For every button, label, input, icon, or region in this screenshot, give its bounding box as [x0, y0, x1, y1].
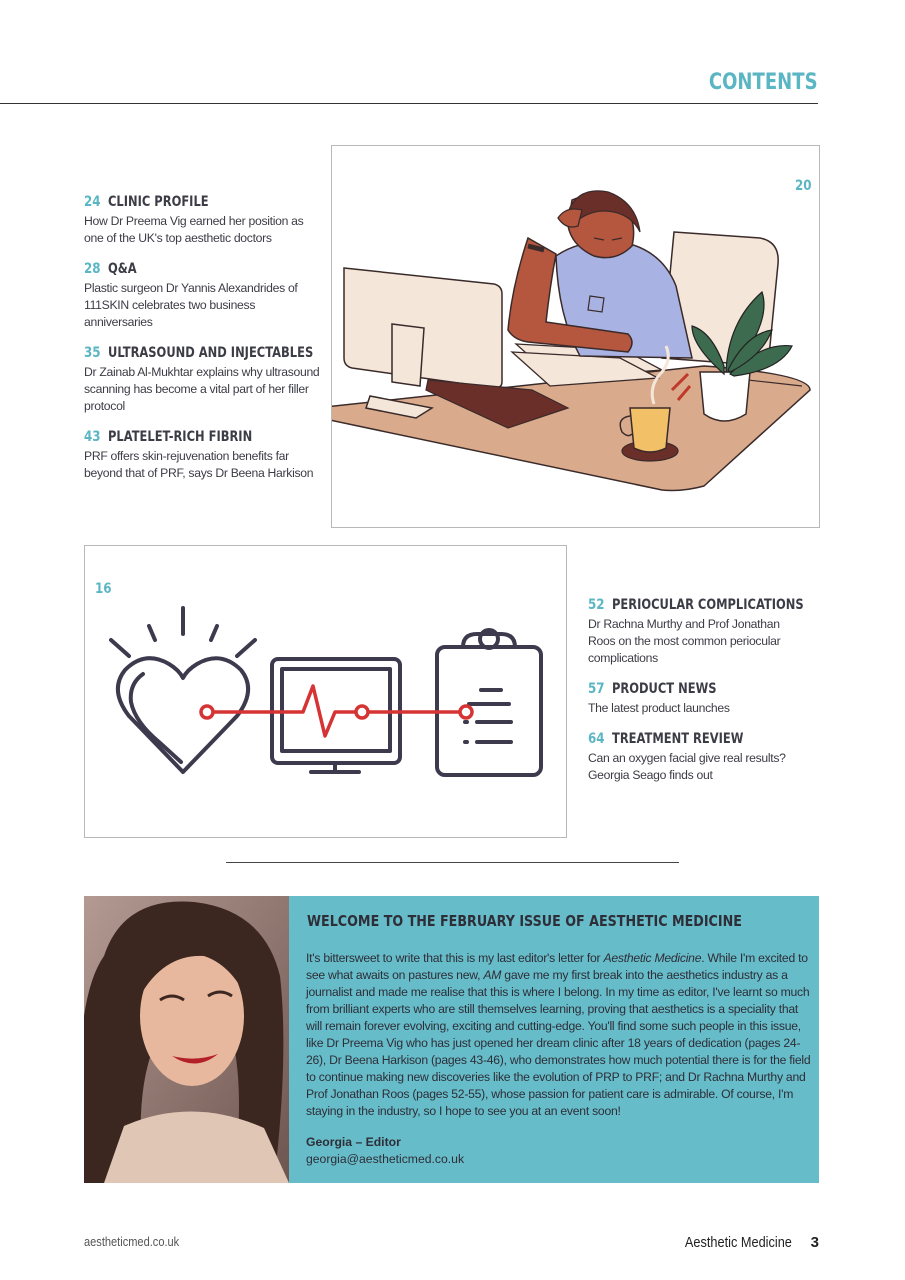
footer-website-link[interactable]: aestheticmed.co.uk	[84, 1234, 180, 1249]
toc-description: Plastic surgeon Dr Yannis Alexandrides of 111SKIN celebrates two business anniversaries	[84, 281, 298, 329]
toc-description: Can an oxygen facial give real results? Georgia Seago finds out	[588, 751, 786, 782]
toc-description: The latest product launches	[588, 701, 730, 715]
editor-portrait-photo	[84, 896, 289, 1183]
toc-title: PLATELET-RICH FIBRIN	[108, 429, 253, 445]
editor-letter-body	[306, 950, 811, 1120]
toc-left	[84, 194, 320, 482]
toc-page-number: 64	[588, 731, 605, 747]
page-title: CONTENTS	[709, 70, 818, 95]
toc-description: How Dr Preema Vig earned her position as one of the UK's top aesthetic doctors	[84, 214, 304, 245]
toc-item[interactable]	[588, 597, 805, 667]
toc-page-number: 43	[84, 429, 101, 445]
body-text: . While I'm excited to see what awaits on pastures new,	[306, 951, 808, 982]
illustration-frame-office[interactable]	[331, 145, 820, 528]
editor-email-link[interactable]: georgia@aestheticmed.co.uk	[306, 1152, 465, 1166]
body-text: It's bittersweet to write that this is my last editor's letter for	[306, 951, 604, 965]
toc-item[interactable]	[84, 345, 320, 415]
illustration-frame-health[interactable]	[84, 545, 567, 838]
woman-at-desk-illustration	[332, 146, 819, 527]
toc-right	[588, 597, 805, 784]
toc-description: Dr Zainab Al-Mukhtar explains why ultrasound scanning has become a vital part of her filler protocol	[84, 365, 320, 413]
toc-title: Q&A	[108, 261, 138, 277]
footer-magazine-name: Aesthetic Medicine	[684, 1234, 792, 1251]
header-divider	[0, 103, 818, 104]
toc-item[interactable]	[84, 429, 320, 482]
toc-page-number: 35	[84, 345, 101, 361]
toc-title: PRODUCT NEWS	[612, 681, 717, 697]
toc-description: PRF offers skin-rejuvenation benefits far beyond that of PRF, says Dr Beena Harkison	[84, 449, 314, 480]
toc-title: ULTRASOUND AND INJECTABLES	[108, 345, 314, 361]
toc-page-number: 28	[84, 261, 101, 277]
toc-item[interactable]	[588, 731, 798, 784]
toc-page-number: 57	[588, 681, 605, 697]
toc-title: TREATMENT REVIEW	[612, 731, 744, 747]
heart-monitor-clipboard-illustration	[85, 546, 566, 837]
toc-item[interactable]	[588, 681, 798, 717]
toc-title: PERIOCULAR COMPLICATIONS	[612, 597, 805, 613]
editor-letter-title: WELCOME TO THE FEBRUARY ISSUE OF AESTHETIC MEDICINE	[307, 912, 742, 930]
body-text: gave me my first break into the aesthetics industry as a journalist and made me realise that this is where I belong. In my time as editor, I've learnt so much from brilliant experts who are still themselves learning, proving that aesthetics is a speciality that will remain forever evolving, exciting and cutting-edge. You'll find some such people in this issue, like Dr Preema Vig who has just opened her dream clinic after 18 years of dedication (pages 24-26), Dr Beena Harkison (pages 43-46), who demonstrates how much potential there is for the field to continue making new discoveries like the evolution of PRP to PRF; and Dr Rachna Murthy and Prof Jonathan Roos (pages 52-55), whose passion for patient care is admirable. Of course, I'm staying in the industry, so I hope to see you at an event soon!	[306, 968, 811, 1118]
toc-item[interactable]	[84, 261, 320, 331]
section-divider	[226, 862, 679, 863]
illustration-page-ref: 16	[95, 581, 112, 597]
toc-item[interactable]	[84, 194, 320, 247]
toc-title: CLINIC PROFILE	[108, 194, 210, 210]
toc-page-number: 52	[588, 597, 605, 613]
toc-page-number: 24	[84, 194, 101, 210]
toc-description: Dr Rachna Murthy and Prof Jonathan Roos on the most common periocular complications	[588, 617, 781, 665]
editor-signature: Georgia – Editor	[306, 1135, 401, 1149]
footer-page-number: 3	[810, 1234, 819, 1251]
magazine-abbrev-italic: AM	[483, 968, 502, 982]
magazine-name-italic: Aesthetic Medicine	[603, 951, 702, 965]
illustration-page-ref: 20	[795, 178, 812, 194]
